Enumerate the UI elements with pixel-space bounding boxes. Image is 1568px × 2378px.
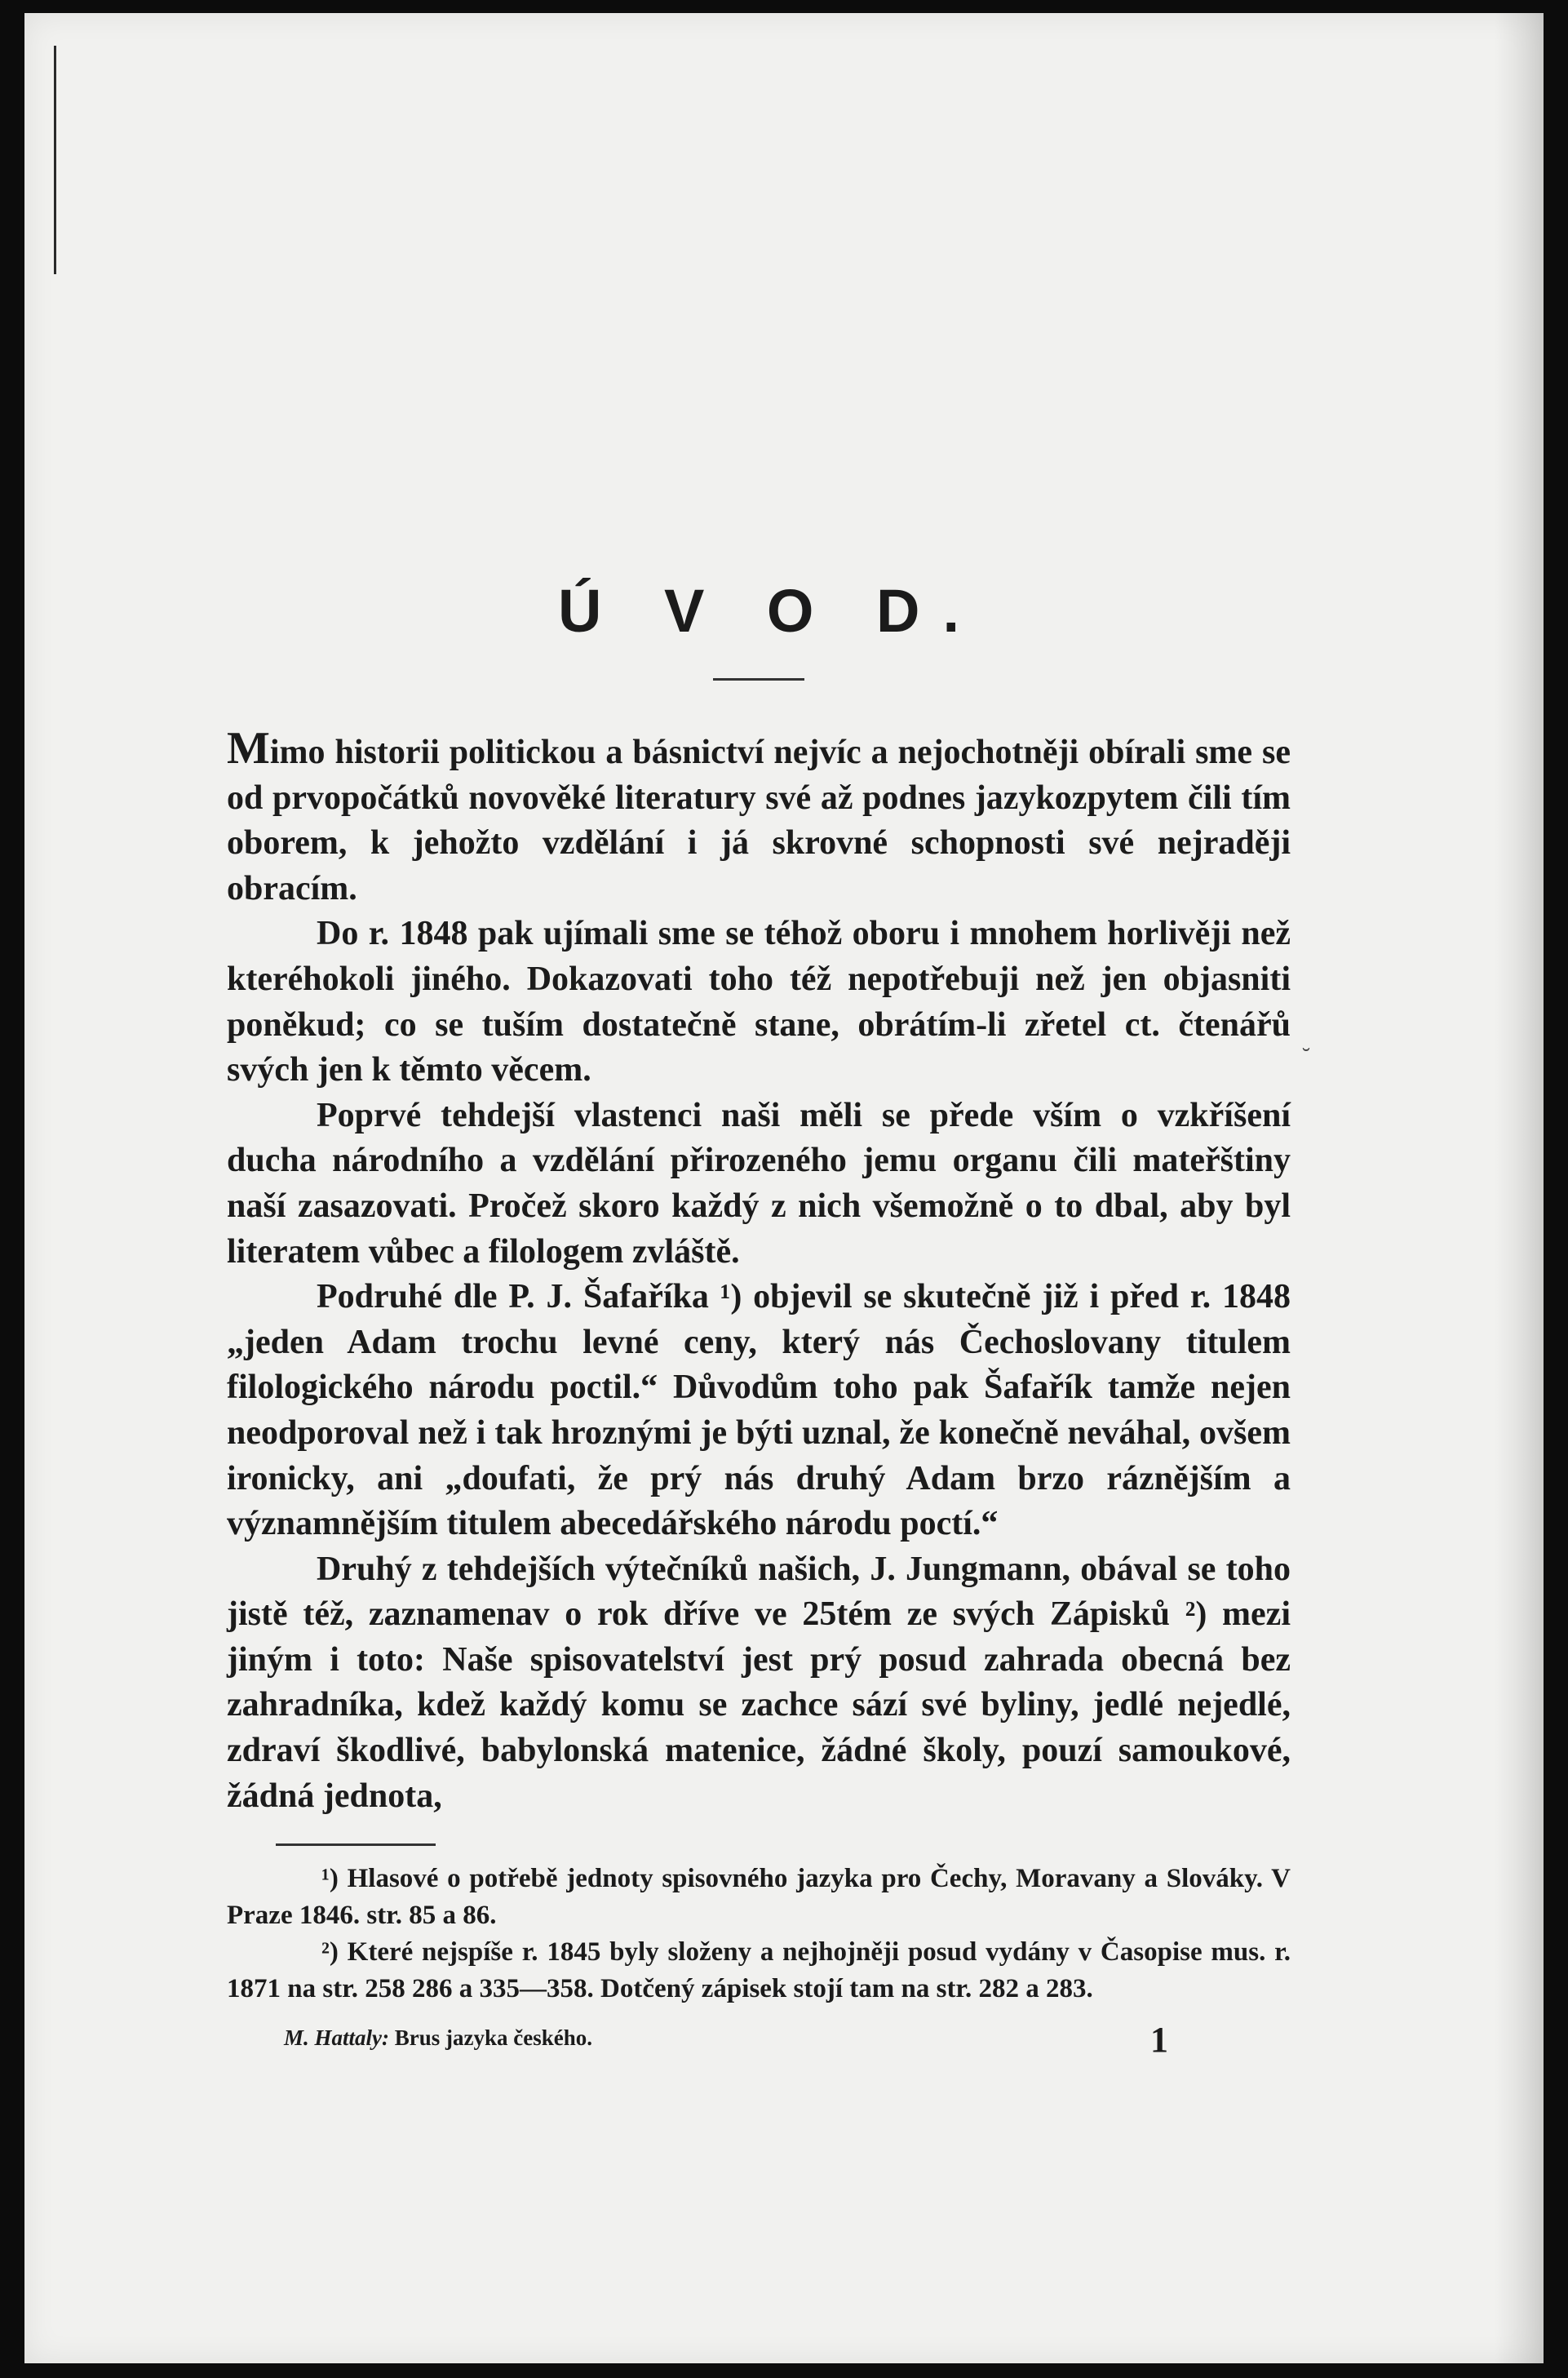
page-content: [227, 576, 1291, 2060]
paragraph-3: Poprvé tehdejší vlastenci naši měli se přede vším o vzkříšení ducha národního a vzdělání přirozeného jemu organu čili mateřštiny naší zasazovati. Pročež skoro každý z nich všemožně o to dbal, aby byl literatem vůbec a filologem zvláště.: [227, 1096, 1291, 1271]
signature-mark: [284, 2025, 592, 2051]
chapter-title: Ú V O D.: [557, 577, 983, 645]
page-footer: [227, 2019, 1291, 2060]
title-divider: [713, 678, 804, 681]
book-page: [24, 13, 1544, 2363]
footnote-1: ¹) Hlasové o potřebě jednoty spisovného jazyka pro Čechy, Moravany a Slováky. V Praze 1846. str. 85 a 86.: [227, 1864, 1291, 1931]
margin-mark: ˘: [1302, 1043, 1310, 1070]
page-edge-shadow: [1495, 13, 1544, 2363]
footer-book-title: Brus jazyka českého.: [394, 2025, 592, 2051]
footnote-2: ²) Které nejspíše r. 1845 byly složeny a nejhojněji posud vydány v Časopise mus. r. 1871 na str. 258 286 a 335—358. Dotčený zápisek stojí tam na str. 282 a 283.: [227, 1937, 1291, 2004]
paragraph-1-text: imo historii politickou a básnictví nejvíc a nejochotněji obírali sme se od prvopočátků novověké literatury své až podnes jazykozpytem čili tím oborem, k jehožto vzdělání i já skrovné schopnosti své nejraději obracím.: [227, 734, 1291, 907]
paragraph-1: [227, 723, 1291, 912]
binding-edge-line: [54, 46, 56, 274]
footer-author: M. Hattaly:: [284, 2025, 389, 2051]
paragraph-5: Druhý z tehdejších výtečníků našich, J. Jungmann, obával se toho jistě též, zaznamenav o rok dříve ve 25tém ze svých Zápisků ²) mezi jiným i toto: Naše spisovatelství jest prý posud zahrada obecná bez zahradníka, kdež každý komu se zachce sází své byliny, jedlé nejedlé, zdraví škodlivé, babylonská matenice, žádné školy, pouzí samoukové, žádná jednota,: [227, 1550, 1291, 1815]
page-number: 1: [1150, 2020, 1168, 2061]
paragraph-2: Do r. 1848 pak ujímali sme se téhož oboru i mnohem horlivěji než kteréhokoli jiného. Dokazovati toho též nepotřebuji než jen objasniti poněkud; co se tuším dostatečně stane, obrátím-li zřetel ct. čtenářů svých jen k těmto věcem.: [227, 915, 1291, 1089]
paragraph-4: Podruhé dle P. J. Šafaříka ¹) objevil se skutečně již i před r. 1848 „jeden Adam trochu levné ceny, který nás Čechoslovany titulem filologického národu poctil.“ Důvodům toho pak Šafařík tamže nejen neodporoval než i tak hroznými je býti uznal, že konečně neváhal, ovšem ironicky, ani „doufati, že prý nás druhý Adam brzo ráznějším a významnějším titulem abecedářského národu poctí.“: [227, 1278, 1291, 1543]
footnote-divider: [276, 1843, 436, 1846]
initial-letter: M: [227, 723, 270, 774]
